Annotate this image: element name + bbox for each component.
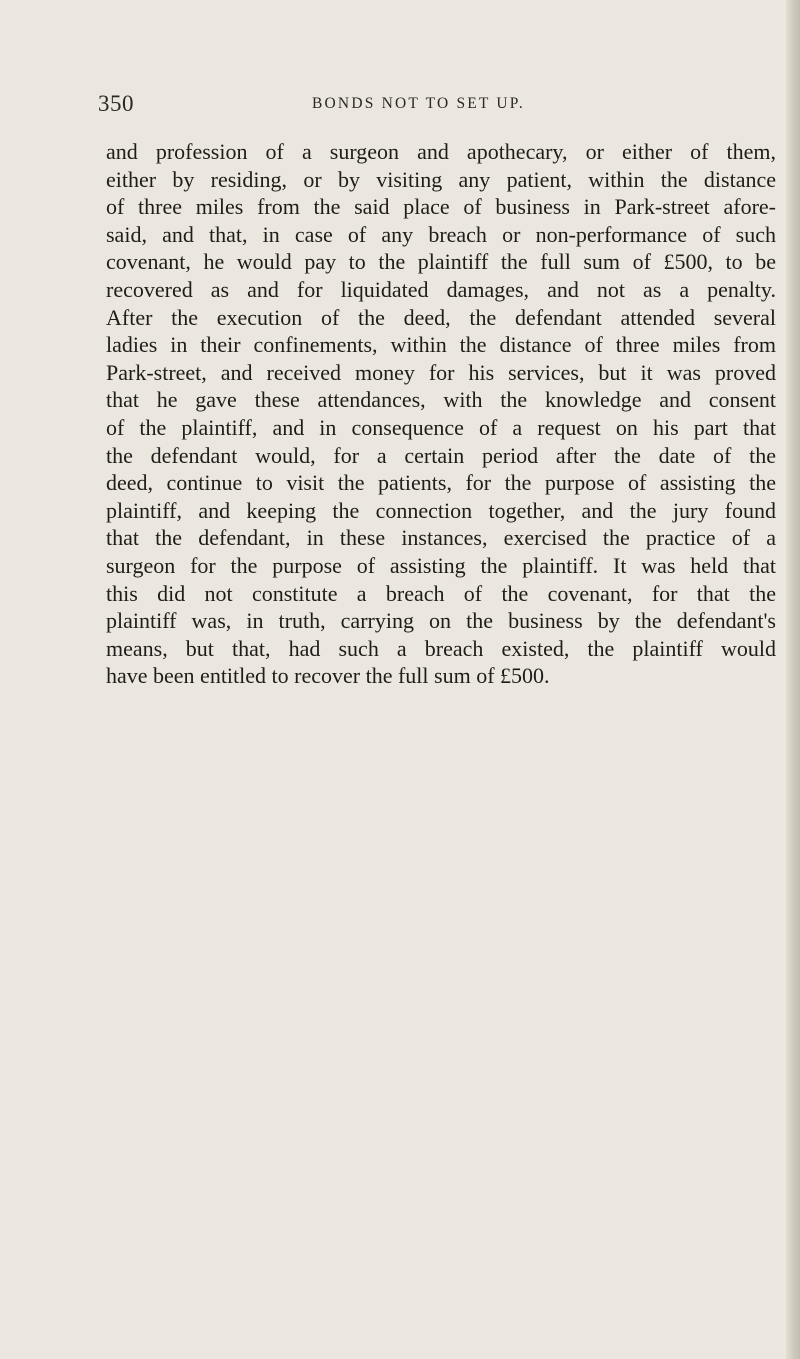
running-head <box>98 91 778 121</box>
text-line: said, and that, in case of any breach or non-performance of such <box>106 221 776 247</box>
text-line: have been entitled to recover the full sum of £500. <box>106 663 550 689</box>
page-edge-shadow <box>786 0 800 1359</box>
text-line: surgeon for the purpose of assisting the plaintiff. It was held that <box>106 552 776 578</box>
text-line: recovered as and for liquidated damages, and not as a penalty. <box>106 276 776 302</box>
text-line: of the plaintiff, and in consequence of a request on his part that <box>106 414 776 440</box>
text-line: plaintiff was, in truth, carrying on the business by the defendant's <box>106 608 776 634</box>
text-line: that the defendant, in these instances, exercised the practice of a <box>106 525 776 551</box>
body-paragraph <box>106 138 776 690</box>
text-line: this did not constitute a breach of the covenant, for that the <box>106 580 776 606</box>
text-line: means, but that, had such a breach existed, the plaintiff would <box>106 635 776 661</box>
page-number: 350 <box>98 91 134 116</box>
text-line: ladies in their confinements, within the distance of three miles from <box>106 332 776 358</box>
text-line: of three miles from the said place of business in Park-street afore- <box>106 194 776 220</box>
text-line: plaintiff, and keeping the connection together, and the jury found <box>106 497 776 523</box>
text-line: covenant, he would pay to the plaintiff the full sum of £500, to be <box>106 249 776 275</box>
text-line: Park-street, and received money for his services, but it was proved <box>106 359 776 385</box>
text-line: After the execution of the deed, the defendant attended several <box>106 304 776 330</box>
text-line: either by residing, or by visiting any patient, within the distance <box>106 166 776 192</box>
text-line: that he gave these attendances, with the knowledge and consent <box>106 387 776 413</box>
text-line: the defendant would, for a certain period after the date of the <box>106 442 776 468</box>
text-line: deed, continue to visit the patients, for the purpose of assisting the <box>106 470 776 496</box>
running-title: BONDS NOT TO SET UP. <box>312 95 525 112</box>
text-line: and profession of a surgeon and apothecary, or either of them, <box>106 139 776 164</box>
